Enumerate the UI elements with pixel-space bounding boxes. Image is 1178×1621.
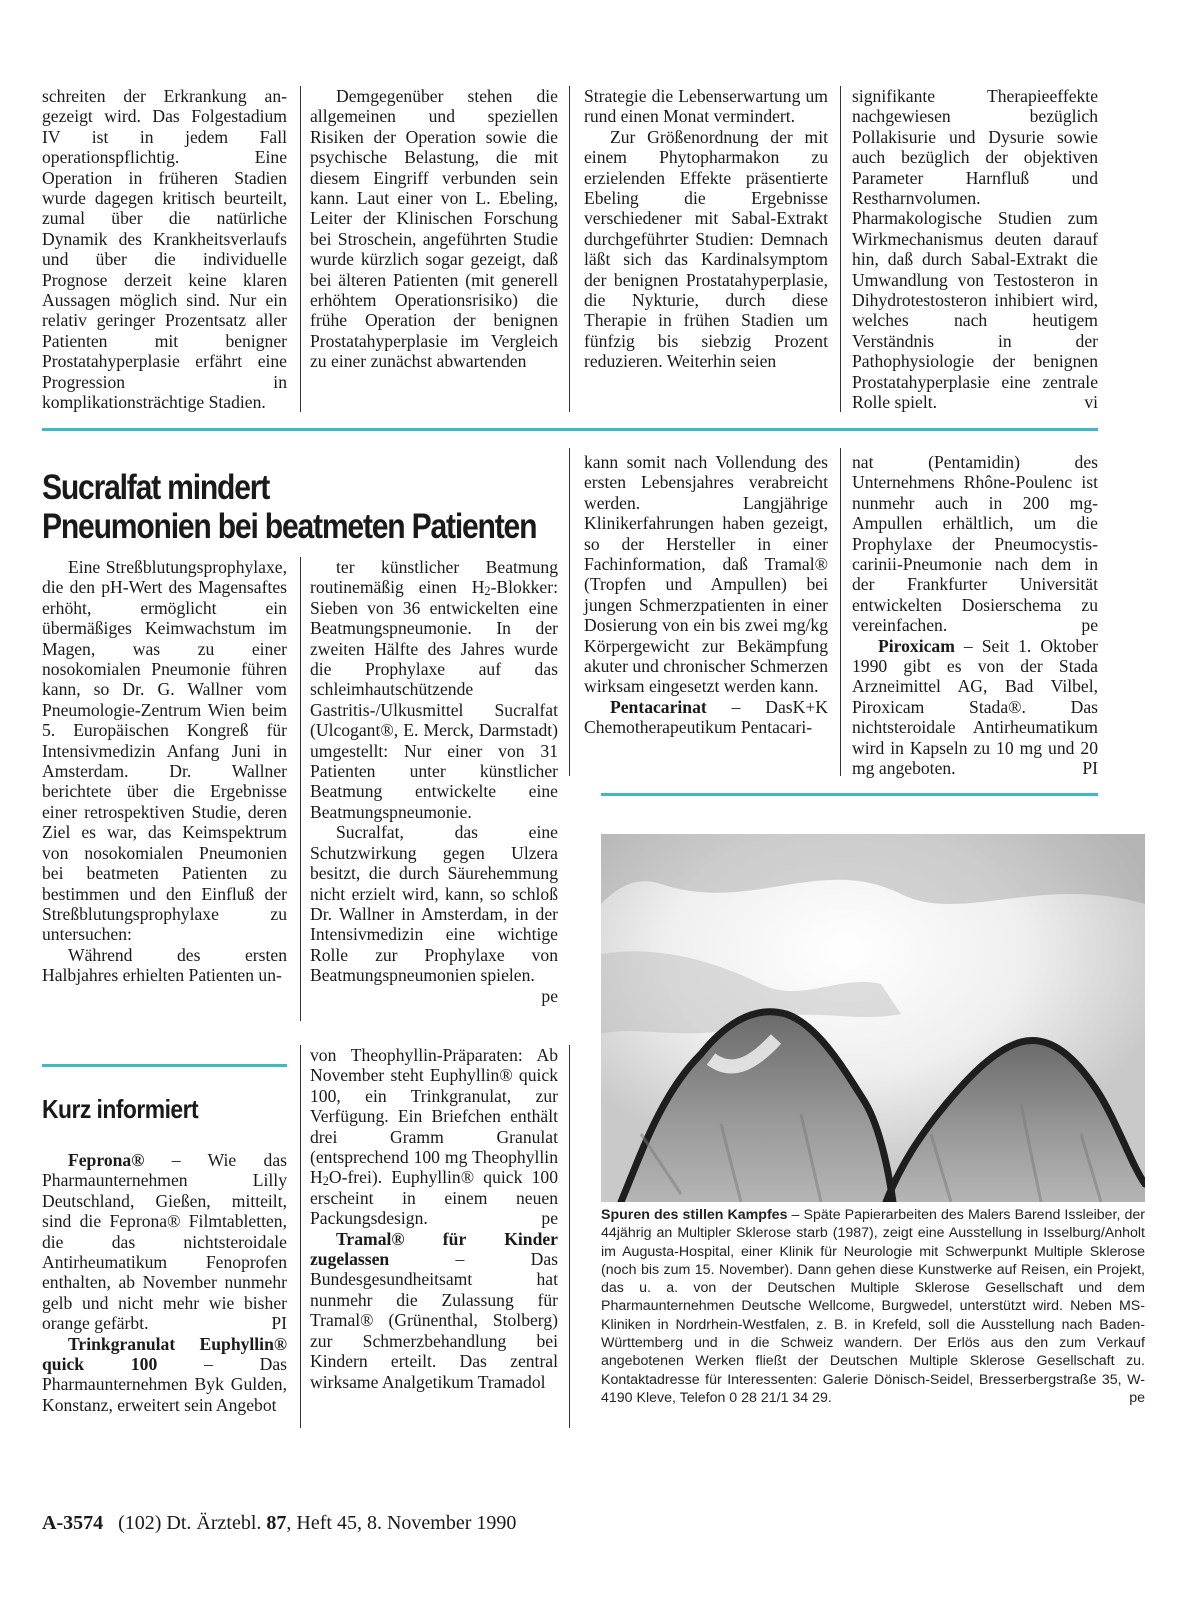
paragraph [584,697,828,738]
subscript: 2 [322,1174,329,1189]
author-initials: K+K [792,696,828,717]
news-col-3 [584,452,828,738]
author-initials: pe [541,985,558,1006]
item-title: Tramal® für Kinder zugelassen [310,1228,558,1270]
paragraph: Zur Größenordnung der mit einem Phytopharmakon zu erzielenden Effekte präsentierte Ebeling die Ergebnisse verschiedener mit Sabal-Extrakt durchgeführter Studien: Demnach läßt sich das Kardinalsymptom der benignen Prostatahyperplasie, die Nykturie, durch diese Therapie in frühen Stadien um fünfzig bis siebzig Prozent reduzieren. Weiterhin seien [584,126,828,372]
paragraph-text: – Wie das Pharmaunternehmen Lilly Deutschland, Gießen, mitteilt, sind die Feprona® Filmtabletten, die das nichtsteroidale Antirheumatikum Fenoprofen enthalten, ab November nunmehr gelb und nicht mehr wie bisher orange gefärbt. [42,1150,287,1334]
artwork-image [601,834,1145,1202]
paragraph [852,636,1098,779]
paragraph: Strategie die Lebenserwartung um rund einen Monat vermindert. [584,86,828,127]
top-col-3 [584,86,828,372]
item-title: Piroxicam [878,635,955,656]
section-rule [601,793,1098,796]
paragraph-text: – Das Pharmaunternehmen Byk Gulden, Konstanz, erweitert sein Angebot [42,1354,287,1415]
photo-caption [601,1206,1145,1407]
text: von Theophyllin-Präparaten: Ab November steht Euphyllin® quick 100, ein Trinkgranulat, zur Verfügung. Ein Briefchen enthält drei Gramm Granulat (entsprechend 100 mg Theophyllin H [310,1045,558,1188]
journal-ref: (102) Dt. Ärztebl. [118,1512,262,1534]
paragraph [42,1334,287,1416]
column-divider [569,1045,570,1428]
author-initials: pe [1129,1389,1145,1406]
author-initials: PI [271,1313,287,1334]
subscript: 2 [484,584,491,599]
headline-line: Pneumonien bei beatmeten Patienten [42,507,537,546]
author-initials: PI [1082,758,1098,779]
page-number: A-3574 [42,1512,104,1534]
paragraph [310,822,558,1006]
paragraph-text: – Das Bundesgesundheitsamt hat nunmehr die Zulassung für Tramal® (Grünenthal, Stolberg) zur Schmerzbehandlung bei Kindern erteilt. Das zentral wirksame Analgetikum Tramadol [310,1249,558,1392]
column-divider [569,86,570,412]
top-col-1 [42,86,287,413]
item-title: Trinkgranulat Euphyllin® quick 100 [42,1333,287,1375]
top-col-4 [852,86,1098,413]
author-initials: vi [1084,392,1098,413]
paragraph-text: signifikante Therapieeffekte nachgewiesen bezüglich Pollakisurie und Dysurie sowie auch bezüglich der objektiven Parameter Harnfluß und Restharnvolumen. Pharmakologische Studien zum Wirkmechanismus deuten darauf hin, daß durch Sabal-Extrakt die Umwandlung von Testosteron in Dihydrotestosteron inhibiert wird, welches nach heutigem Verständnis in der Pathophysiologie der benignen Prostatahyperplasie eine zentrale Rolle spielt. [852,86,1098,413]
paragraph: schreiten der Erkrankung an-gezeigt wird. Das Folgestadium IV ist in jedem Fall operationspflichtig. Eine Operation in früheren Stadien wurde dagegen kritisch beurteilt, zumal über die natürliche Dynamik des Krankheitsverlaufs und über die individuelle Prognose derzeit keine klaren Aussagen möglich sind. Nur ein relativ geringer Prozentsatz aller Patienten mit benigner Prostatahyperplasie erfährt eine Progression in komplikationsträchtige Stadien. [42,86,287,413]
column-divider [569,448,570,776]
section-rule [42,1064,287,1067]
paragraph [42,1150,287,1334]
sucralfat-col-2 [310,557,558,1006]
paragraph-text: kann somit nach Vollendung des ersten Lebensjahres verabreicht werden. Langjährige Klinikerfahrungen haben gezeigt, so der Hersteller in einer Fachinformation, daß Tramal® (Tropfen und Ampullen) bei jungen Schmerzpatienten in einer Dosierung von ein bis zwei mg/kg Körpergewicht zur Bekämpfung akuter und chronischer Schmerzen wirksam eingesetzt werden kann. [584,452,828,697]
paragraph: Demgegenüber stehen die allgemeinen und speziellen Risiken der Operation sowie die psychische Belastung, die mit diesem Eingriff verbunden sein kann. Laut einer von L. Ebeling, Leiter der Klinischen Forschung bei Stroschein, angeführten Studie wurde kürzlich sogar gezeigt, daß bei älteren Patienten (mit generell erhöhtem Operationsrisiko) die frühe Operation der benignen Prostatahyperplasie im Vergleich zu einer zunächst abwartenden [310,86,558,372]
paragraph-text: nat (Pentamidin) des Unternehmens Rhône-Poulenc ist nunmehr auch in 200 mg-Ampullen erhältlich, um die Prophylaxe der Pneumocystis-carinii-Pneumonie nach dem in der Frankfurter Universität entwickelten Dosierschema zu vereinfachen. [852,452,1098,636]
column-divider [300,86,301,412]
kurz-col-1 [42,1150,287,1415]
kurz-col-2 [310,1045,558,1392]
author-initials: pe [1081,615,1098,636]
caption-text: – Späte Papierarbeiten des Malers Barend Issleiber, der 44jährig an Multipler Sklerose starb (1987), zeigt eine Ausstellung in Isselburg/Anholt im Augusta-Hospital, einer Klinik für Neurologie mit Schwerpunkt Multiple Sklerose (noch bis zum 15. November). Dann gehen diese Kunstwerke auf Reisen, ein Projekt, das u. a. von der Deutschen Multiple Sklerose Gesellschaft und dem Pharmaunternehmen Deutsche Wellcome, Burgwedel, unterstützt wird. Neben MS-Kliniken in Nordrhein-Westfalen, z. B. in Krefeld, soll die Ausstellung nach Baden-Württemberg und in die Schweiz wandern. Der Erlös aus den zum Verkauf angebotenen Werken fließt der Deutschen Multiple Sklerose Gesellschaft zu. Kontaktadresse für Interessenten: Galerie Dönisch-Seidel, Bresserbergstraße 35, W-4190 Kleve, Telefon 0 28 21/1 34 29. [601,1207,1145,1406]
headline-line: Sucralfat mindert [42,468,270,507]
column-divider [840,86,841,412]
paragraph [310,557,558,822]
author-initials: pe [541,1208,558,1229]
column-divider [300,557,301,1021]
text: -Blokker: Sieben von 36 entwickelten eine Beatmungspneumonie. In der zweiten Hälfte des Jahres wurde die Prophylaxe auf das schleimhautschützende Gastritis-/Ulkusmittel Sucralfat (Ulcogant®, E. Merck, Darmstadt) umgestellt: Nur einer von 31 Patienten unter künstlicher Beatmung entwickelte eine Beatmungspneumonie. [310,577,558,822]
item-title: Pentacarinat [610,696,707,717]
paragraph: Eine Streßblutungsprophylaxe, die den pH-Wert des Magensaftes erhöht, ermöglicht ein übermäßiges Keimwachstum im Magen, was zu einer nosokomialen Pneumonie führen kann, so Dr. G. Wallner vom Pneumologie-Zentrum Wien beim 5. Europäischen Kongreß für Intensivmedizin Anfang Juni in Amsterdam. Dr. Wallner berichtete über die Ergebnisse einer retrospektiven Studie, deren Ziel es war, das Keimspektrum von nosokomialen Pneumonien bei beatmeten Patienten zu bestimmen und den Einfluß der Streßblutungsprophylaxe zu untersuchen: [42,557,287,945]
section-rule [42,428,1098,431]
column-divider [840,448,841,776]
sucralfat-col-1 [42,557,287,986]
caption-title: Spuren des stillen Kampfes [601,1207,788,1223]
paragraph [310,1229,558,1392]
paragraph-text: – Das Chemotherapeutikum Pentacari- [584,696,813,738]
issue-date: , Heft 45, 8. November 1990 [286,1512,517,1534]
news-col-4 [852,452,1098,779]
text: O-frei). Euphyllin® quick 100 erscheint in einem neuen Packungsdesign. [310,1167,558,1229]
paragraph [852,452,1098,636]
column-divider [300,1045,301,1428]
top-col-2 [310,86,558,372]
paragraph: Während des ersten Halbjahres erhielten Patienten un- [42,944,287,986]
paragraph-text: Sucralfat, das eine Schutzwirkung gegen Ulzera besitzt, die durch Säurehemmung nicht erzielt wird, kann, so schloß Dr. Wallner in Amsterdam, in der Intensivmedizin eine wichtige Rolle zur Prophylaxe von Beatmungspneumonien spielen. [310,822,558,986]
volume-number: 87 [266,1512,287,1534]
article-headline [42,468,537,546]
paragraph [852,86,1098,413]
item-title: Feprona® [68,1150,145,1170]
paragraph [310,1045,558,1229]
paragraph-text: – Seit 1. Oktober 1990 gibt es von der Stada Arzneimittel AG, Bad Vilbel, Piroxicam Stada®. Das nichtsteroidale Antirheumatikum wird in Kapseln zu 10 mg und 20 mg angeboten. [852,635,1098,779]
page-footer [42,1512,516,1535]
section-title: Kurz informiert [42,1094,199,1124]
text: ter künstlicher Beatmung routinemäßig einen H [310,557,558,598]
artwork-photo [601,834,1145,1202]
